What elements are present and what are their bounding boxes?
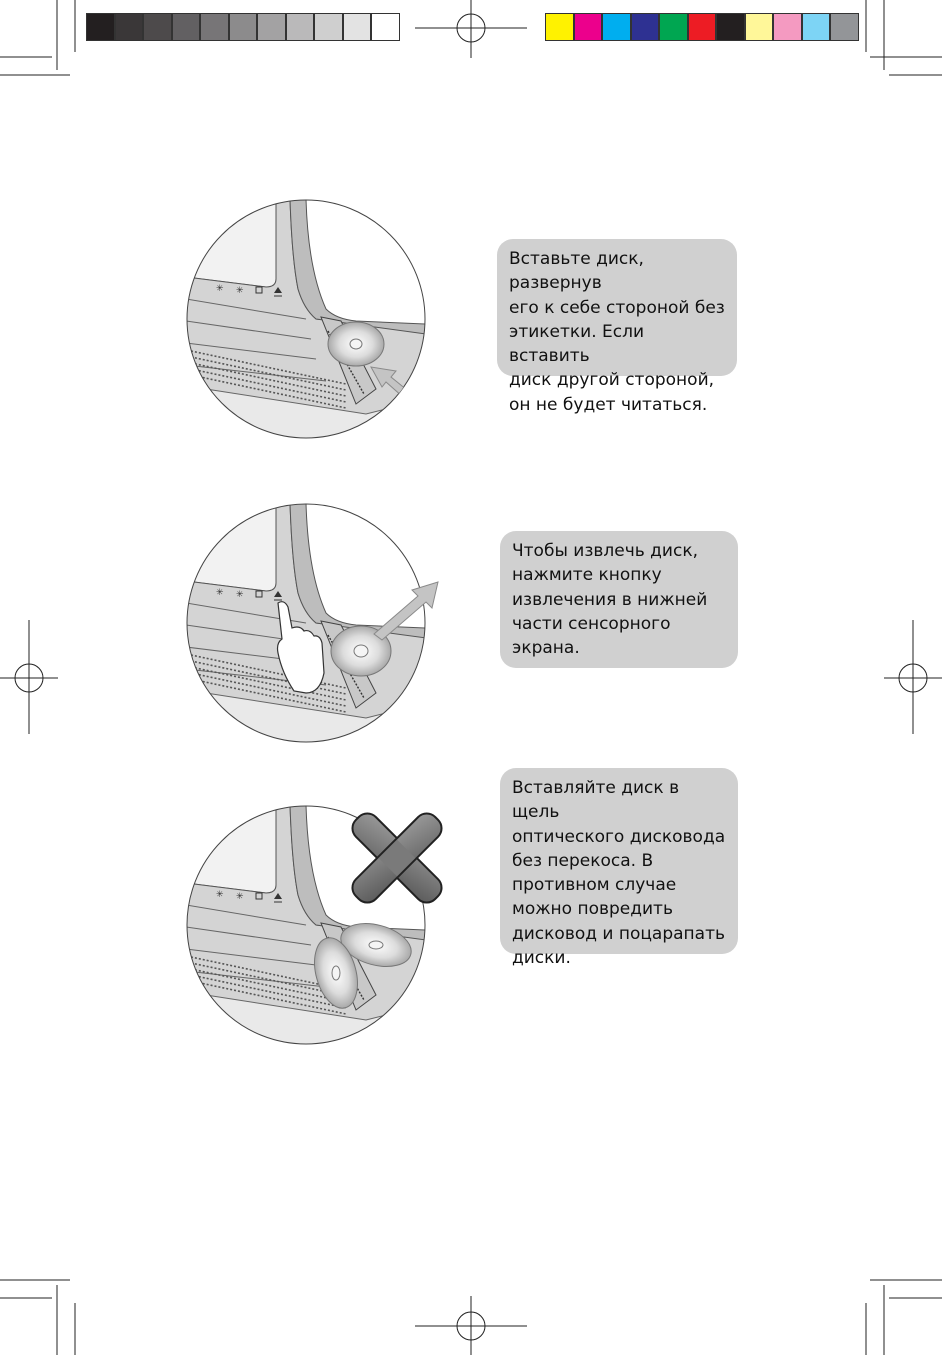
- disc-icon: [328, 322, 384, 366]
- eject-disc-instruction: Чтобы извлечь диск, нажмите кнопку извлечения в нижней части сенсорного экрана.: [500, 531, 738, 668]
- insert-straight-warning: Вставляйте диск в щель оптического дисковода без перекоса. В противном случае можно повредить дисковод и поцарапать диски.: [500, 768, 738, 954]
- eject-arrow-icon: [370, 578, 442, 642]
- insert-disc-instruction: Вставьте диск, развернув его к себе стороной без этикетки. Если вставить диск другой стороной, он не будет читаться.: [497, 239, 737, 376]
- insert-disc-illustration: [186, 199, 426, 439]
- wrong-cross-icon: [348, 810, 446, 906]
